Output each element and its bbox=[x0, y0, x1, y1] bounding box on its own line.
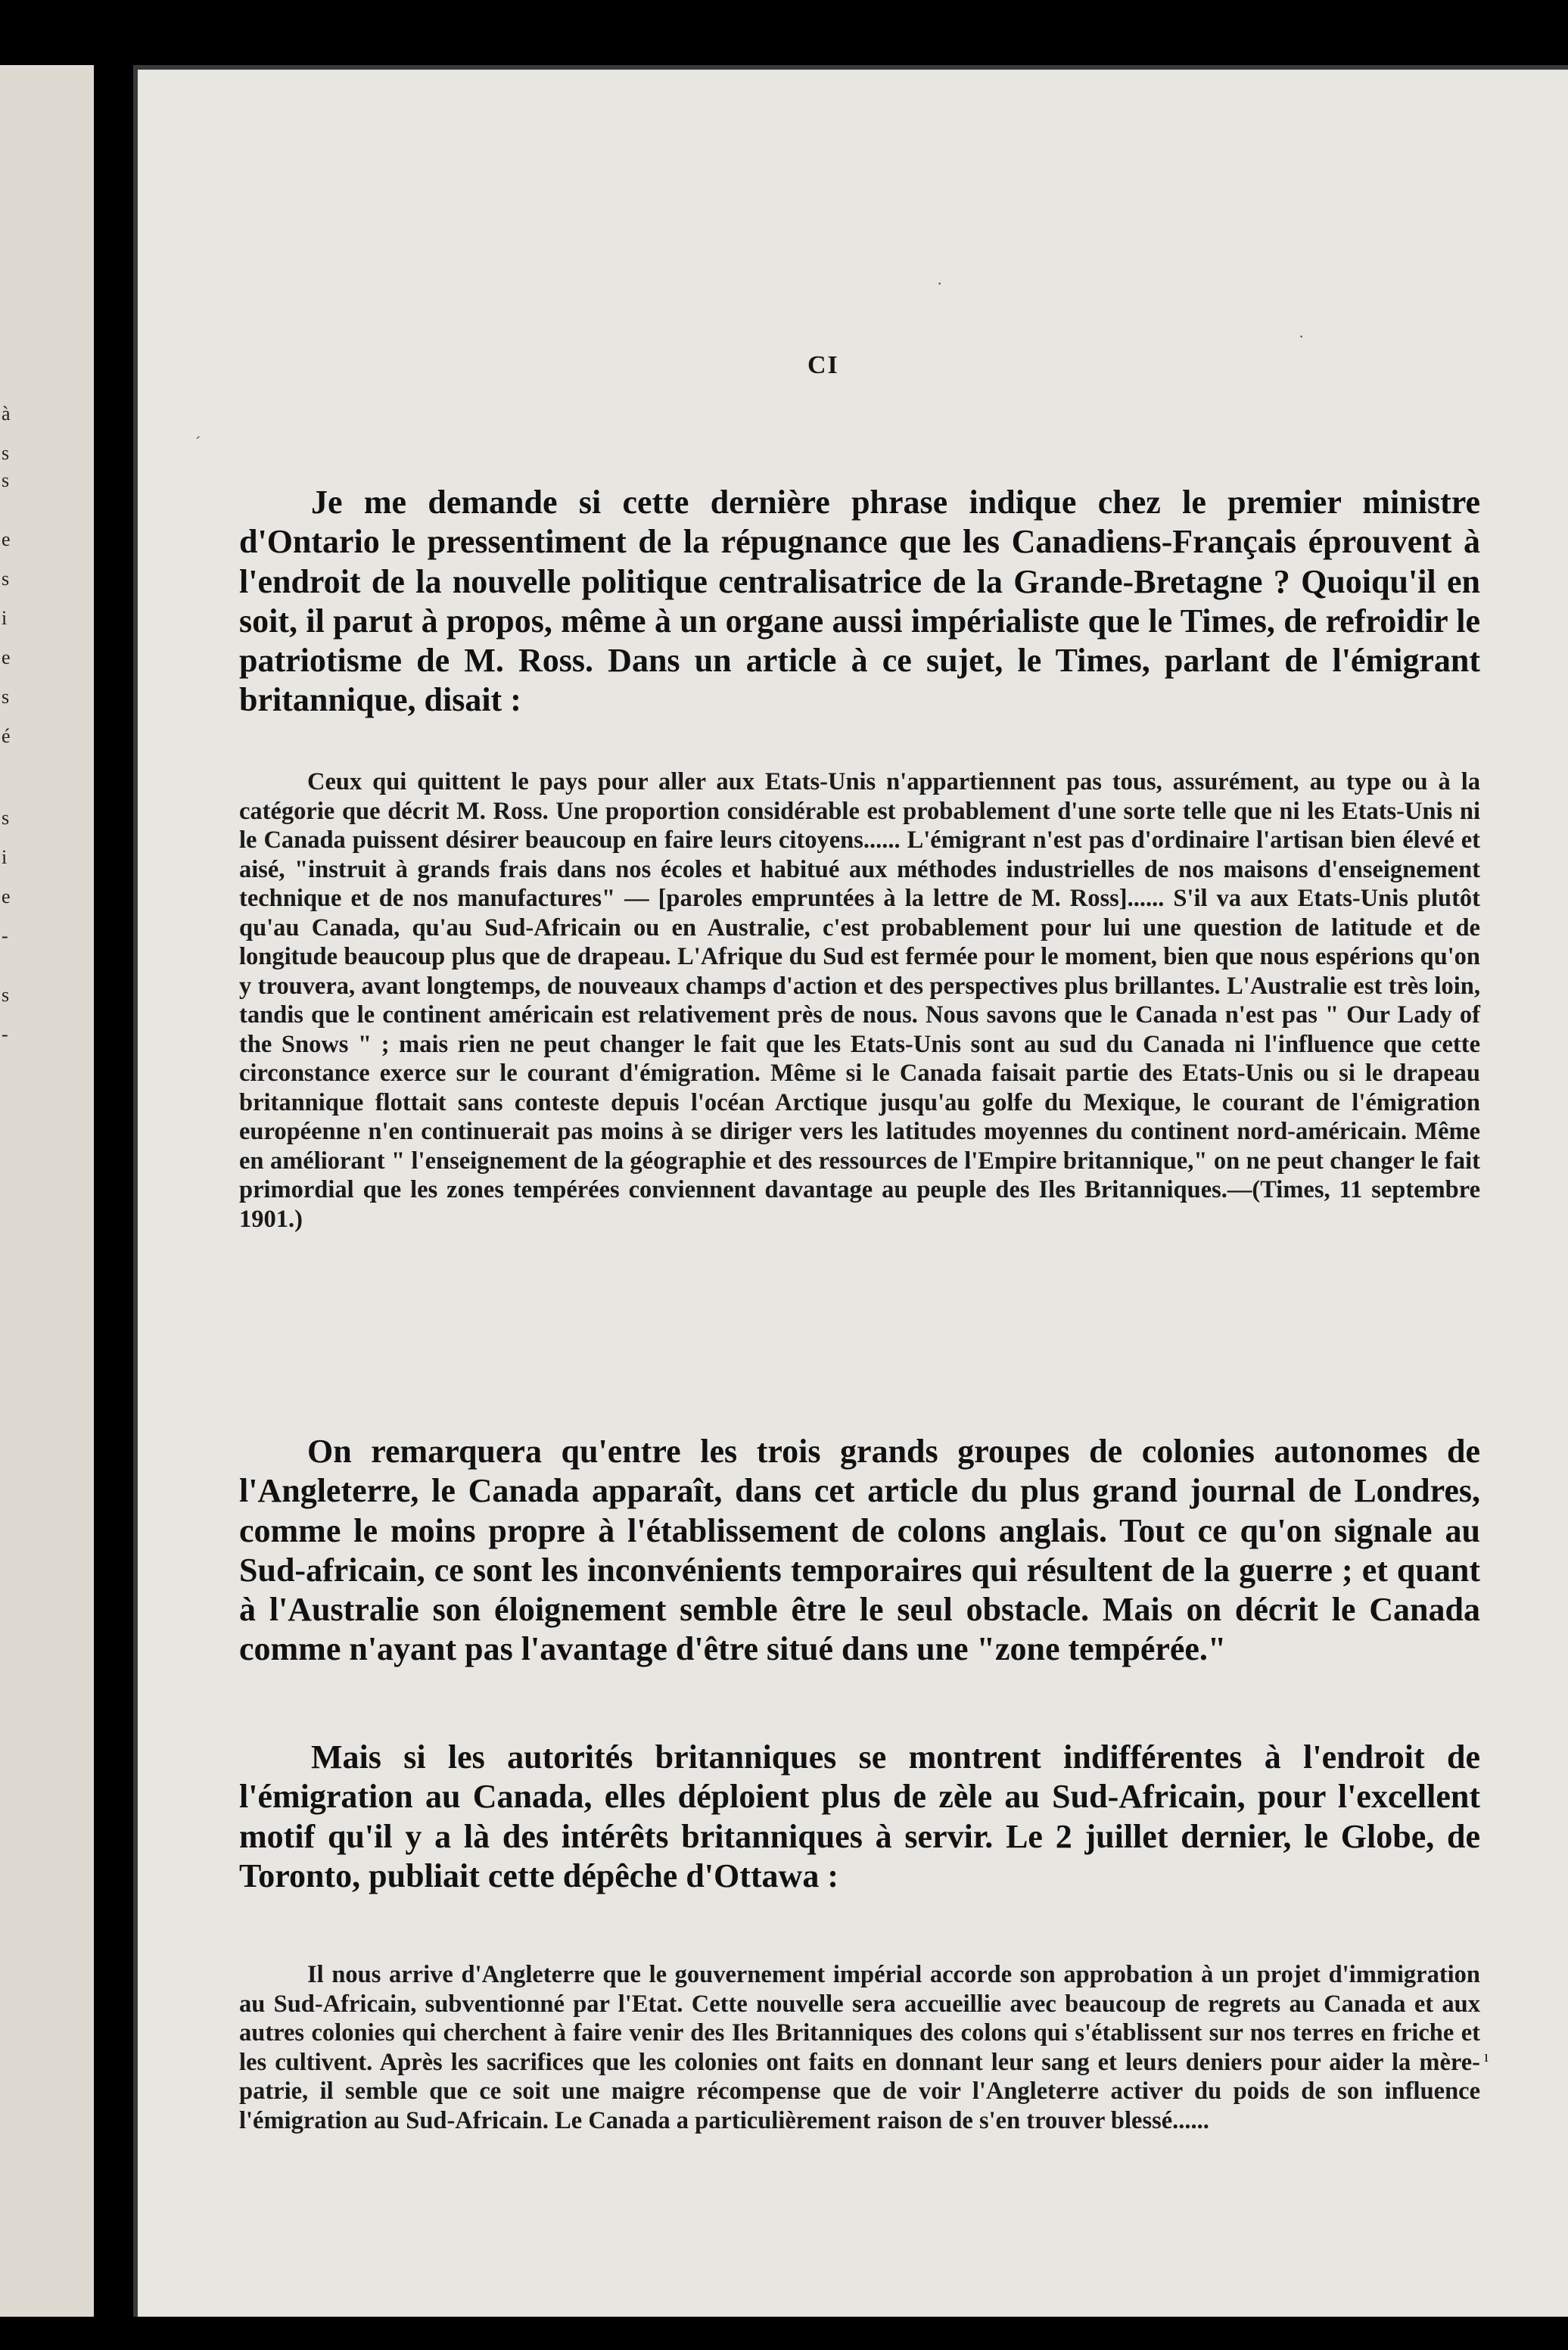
margin-fragment: - bbox=[2, 925, 8, 947]
margin-fragment: e bbox=[2, 528, 11, 550]
margin-fragment: - bbox=[2, 1023, 8, 1045]
page-number: CI bbox=[807, 351, 839, 379]
left-page-edge bbox=[0, 65, 94, 2317]
margin-fragment: s bbox=[2, 568, 10, 590]
book-page bbox=[133, 65, 1568, 2317]
body-paragraph: Mais si les autorités britanniques se montrent indifférentes à l'endroit de l'émigration au Canada, elles déploient plus de zèle au Sud-Africain, pour l'excellent motif qu'il y a là des intérêts britanniques à servir. Le 2 juillet dernier, le Globe, de Toronto, publiait cette dépêche d'Ottawa : bbox=[239, 1738, 1480, 1894]
speck-mark: · bbox=[1299, 327, 1305, 346]
margin-fragment: s bbox=[2, 469, 10, 491]
margin-fragment: e bbox=[2, 646, 11, 668]
margin-fragment: é bbox=[2, 725, 11, 747]
margin-fragment: s bbox=[2, 984, 10, 1006]
margin-fragment: i bbox=[2, 607, 8, 629]
speck-mark: ´ bbox=[195, 433, 201, 452]
margin-fragment: i bbox=[2, 846, 8, 868]
body-paragraph: On remarquera qu'entre les trois grands groupes de colonies autonomes de l'Angleterre, le Canada apparaît, dans cet article du plus grand journal de Londres, comme le moins propre à l'établissement de colons anglais. Tout ce qu'on signale au Sud-africain, ce sont les inconvénients temporaires qui résultent de la guerre ; et quant à l'Australie son éloignement semble être le seul obstacle. Mais on décrit le Canada comme n'ayant pas l'avantage d'être situé dans une "zone tempérée." bbox=[239, 1433, 1480, 1668]
margin-fragment: s bbox=[2, 807, 10, 829]
speck-mark: ı bbox=[1484, 2047, 1489, 2065]
block-quote: Il nous arrive d'Angleterre que le gouvernement impérial accorde son approbation à un projet d'immigration au Sud-Africain, subventionné par l'Etat. Cette nouvelle sera accueillie avec beaucoup de regrets au Canada et aux autres colonies qui cherchent à faire venir des Iles Britanniques des colons qui s'établissent sur nos terres en friche et les cultivent. Après les sacrifices que les colonies ont faits en donnant leur sang et leurs deniers pour aider la mère-patrie, il semble que ce soit une maigre récompense que de voir l'Angleterre activer du poids de son influence l'émigration au Sud-Africain. Le Canada a particulièrement raison de s'en trouver blessé...... bbox=[239, 1961, 1480, 2134]
margin-fragment: à bbox=[2, 403, 11, 425]
margin-fragment: s bbox=[2, 442, 10, 464]
margin-fragment: s bbox=[2, 686, 10, 708]
body-paragraph: Je me demande si cette dernière phrase indique chez le premier ministre d'Ontario le pressentiment de la répugnance que les Canadiens-Français éprouvent à l'endroit de la nouvelle politique centralisatrice de la Grande-Bretagne ? Quoiqu'il en soit, il parut à propos, même à un organe aussi impérialiste que le Times, de refroidir le patriotisme de M. Ross. Dans un article à ce sujet, le Times, parlant de l'émigrant britannique, disait : bbox=[239, 484, 1480, 719]
margin-fragment: e bbox=[2, 886, 11, 907]
block-quote: Ceux qui quittent le pays pour aller aux Etats-Unis n'appartiennent pas tous, assurément, au type ou à la catégorie que décrit M. Ross. Une proportion considérable est probablement d'une sorte telle que ni les Etats-Unis ni le Canada puissent désirer beaucoup en faire leurs citoyens...... L'émigrant n'est pas d'ordinaire l'artisan bien élevé et aisé, "instruit à grands frais dans nos écoles et habitué aux méthodes industrielles de nos maisons d'enseignement technique et de nos manufactures" — [paroles empruntées à la lettre de M. Ross]...... S'il va aux Etats-Unis plutôt qu'au Canada, qu'au Sud-Africain ou en Australie, c'est probablement pour lui une question de latitude et de longitude beaucoup plus que de drapeau. L'Afrique du Sud est fermée pour le moment, bien que nous espérions qu'on y trouvera, avant longtemps, de nouveaux champs d'action et des perspectives plus brillantes. L'Australie est très loin, tandis que le continent américain est relativement près de nous. Nous savons que le Canada n'est pas " Our Lady of the Snows " ; mais rien ne peut changer le fait que les Etats-Unis sont au sud du Canada ni l'influence que cette circonstance exerce sur le courant d'émigration. Même si le Canada faisait partie des Etats-Unis ou si le drapeau britannique flottait sans conteste depuis l'océan Arctique jusqu'au golfe du Mexique, le courant de l'émigration européenne n'en continuerait pas moins à se diriger vers les latitudes moyennes du continent nord-américain. Même en améliorant " l'enseignement de la géographie et des ressources de l'Empire britannique," on ne peut changer le fait primordial que les zones tempérées conviennent davantage au peuple des Iles Britanniques.—(Times, 11 septembre 1901.) bbox=[239, 768, 1480, 1233]
speck-mark: · bbox=[937, 274, 943, 293]
